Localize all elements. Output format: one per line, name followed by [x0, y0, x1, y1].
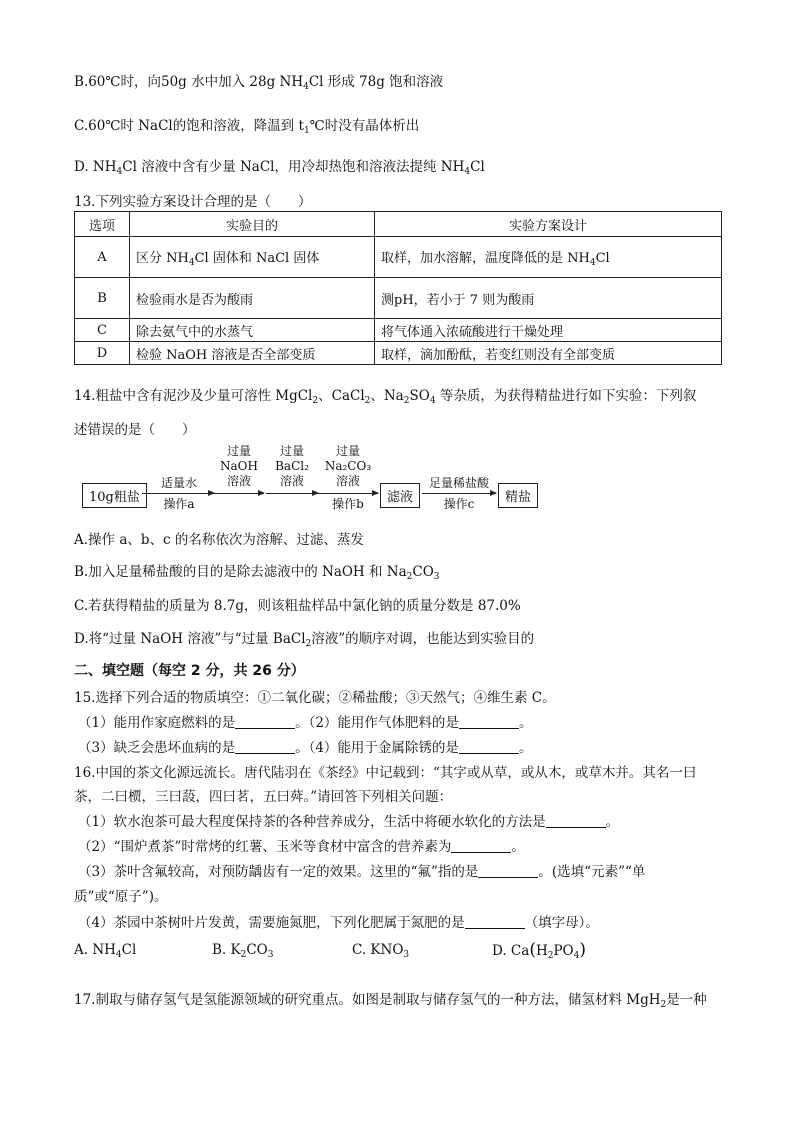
row-option: A	[75, 237, 130, 278]
text: Cl	[470, 159, 485, 175]
arrow-icon	[422, 493, 496, 494]
q14-option-d	[74, 627, 534, 649]
text: 14.粗盐中含有泥沙及少量可溶性 MgCl	[74, 388, 313, 404]
answer-blank[interactable]	[459, 716, 519, 729]
text: 。（2）能用作气体肥料的是	[295, 715, 459, 731]
row-plan: 测pH，若小于 7 则为酸雨	[375, 278, 722, 319]
q14-option-b	[74, 560, 440, 582]
text: C. KNO	[352, 942, 404, 958]
text: BaCl₂	[275, 459, 309, 473]
text: Cl	[121, 942, 137, 958]
subscript: 4	[116, 167, 123, 177]
q14-option-a: A.操作 a、b、c 的名称依次为溶解、过滤、蒸发	[74, 532, 364, 548]
q16-stem-line1: 16.中国的茶文化源远流长。唐代陆羽在《茶经》中记载到：“其字或从草，或从木，或草木并。其名一曰	[74, 765, 697, 781]
q12-option-d	[74, 155, 485, 177]
q15-stem: 15.选择下列合适的物质填空：①二氧化碳；②稀盐酸；③天然气；④维生素 C。	[74, 690, 556, 706]
text: Cl 溶液中含有少量 NaCl，用冷却热饱和溶液法提纯 NH	[122, 159, 465, 175]
subscript: 3	[267, 950, 274, 960]
arrow-icon	[318, 493, 378, 494]
text: SO	[409, 388, 430, 404]
row-purpose: 检验 NaOH 溶液是否全部变质	[130, 342, 375, 365]
filtrate-box: 滤液	[380, 483, 420, 508]
q14-option-c: C.若获得精盐的质量为 8.7g，则该粗盐样品中氯化钠的质量分数是 87.0%	[74, 598, 521, 614]
subscript: 2	[305, 639, 312, 649]
subscript: 4	[303, 82, 309, 92]
subscript: 2	[547, 951, 554, 961]
q12-option-c	[74, 114, 419, 136]
subscript: 4	[464, 167, 471, 177]
row-option: D	[75, 342, 130, 365]
text: 溶液	[279, 474, 304, 488]
arrow-icon	[142, 493, 214, 494]
text: CO	[246, 942, 268, 958]
text: Na₂CO₃	[324, 459, 372, 473]
section-heading: 二、填空题（每空 2 分，共 26 分）	[74, 663, 305, 679]
text: 。(选填“元素”“单	[538, 864, 646, 880]
text: Cl	[595, 250, 610, 266]
text: （1）能用作家庭燃料的是	[78, 715, 236, 731]
op-c-label: 操作c	[443, 497, 475, 511]
text: （3）缺乏会患坏血病的是	[78, 740, 236, 756]
q16-stem-line2: 茶，二曰槚，三曰蔎，四曰茗，五曰荈。”请回答下列相关问题：	[74, 789, 453, 805]
q16-part3	[78, 860, 645, 880]
q15-row1	[78, 711, 532, 731]
table-header-row	[75, 212, 722, 237]
answer-blank[interactable]	[478, 865, 538, 878]
reagent-na2co3	[318, 444, 378, 489]
text: C.60℃时 NaCl的饱和溶液，降温到 t	[74, 118, 304, 134]
text: 。	[511, 839, 525, 855]
op-b-label: 操作b	[332, 497, 364, 511]
header-option: 选项	[75, 212, 130, 237]
text: （1）软水泡茶可最大程度保持茶的各种营养成分，生活中将硬水软化的方法是	[78, 814, 546, 830]
subscript: 2	[240, 950, 247, 960]
q16-option-c	[352, 942, 409, 960]
answer-blank[interactable]	[451, 840, 511, 853]
arrow-icon	[214, 493, 264, 494]
text: 。	[518, 715, 533, 731]
subscript: 2	[660, 1000, 667, 1010]
purification-flow-diagram	[82, 444, 642, 524]
reagent-bacl2	[266, 444, 318, 489]
subscript: 4	[589, 257, 596, 268]
row-option: B	[75, 278, 130, 319]
text: 溶液	[226, 474, 251, 488]
row-plan: 取样，滴加酚酞，若变红则没有全部变质	[375, 342, 722, 365]
row-purpose: 检验雨水是否为酸雨	[130, 278, 375, 319]
q16-option-d	[492, 940, 586, 961]
answer-blank[interactable]	[459, 741, 519, 754]
table-row	[75, 342, 722, 365]
subscript: 2	[364, 396, 371, 406]
text: CO	[412, 564, 434, 580]
q16-part3-cont: 质”或“原子”)。	[74, 889, 168, 905]
q16-option-a	[74, 942, 136, 960]
q15-row2	[78, 736, 532, 756]
q13-table	[74, 211, 722, 365]
text: 过量	[226, 444, 251, 458]
q14-stem-line2: 述错误的是（ ）	[74, 422, 196, 438]
op-a-label: 操作a	[163, 497, 195, 511]
table-row	[75, 278, 722, 319]
text: 17.制取与储存氢气是氢能源领域的研究重点。如图是制取与储存氢气的一种方法，储氢材料 MgH	[74, 992, 661, 1008]
row-plan	[375, 237, 722, 278]
q14-stem-line1	[74, 384, 696, 406]
q16-option-b	[212, 942, 273, 960]
q17-stem	[74, 988, 707, 1010]
table-row	[75, 237, 722, 278]
text: 溶液	[335, 474, 360, 488]
text: NaOH	[220, 459, 258, 473]
paren: )	[579, 940, 586, 960]
row-option: C	[75, 319, 130, 342]
start-box: 10g粗盐	[82, 483, 147, 508]
text: 、CaCl	[318, 388, 365, 404]
subscript: 2	[403, 396, 410, 406]
text: 取样，加水溶解，温度降低的是 NH	[381, 250, 590, 266]
text: （2）“围炉煮茶”时常烤的红薯、玉米等食材中富含的营养素为	[78, 839, 452, 855]
water-label: 适量水	[160, 476, 197, 490]
answer-blank[interactable]	[546, 815, 606, 828]
arrow-icon	[266, 493, 318, 494]
text: B.60℃时，向50g 水中加入 28g NH	[74, 74, 304, 90]
text: B. K	[212, 942, 241, 958]
answer-blank[interactable]	[465, 916, 525, 929]
text: A. NH	[74, 942, 116, 958]
text: B.加入足量稀盐酸的目的是除去滤液中的 NaOH 和 Na	[74, 564, 407, 580]
text: D. Ca	[492, 943, 530, 959]
text: 过量	[335, 444, 360, 458]
text: 。	[518, 740, 533, 756]
text: （3）茶叶含氟较高，对预防龋齿有一定的效果。这里的“氟”指的是	[78, 864, 479, 880]
q16-part4	[78, 911, 599, 931]
acid-label: 足量稀盐酸	[428, 476, 489, 490]
subscript: 1	[303, 126, 310, 136]
text: Cl 固体和 NaCl 固体	[194, 250, 320, 266]
text: （填字母）。	[524, 915, 599, 931]
answer-blank[interactable]	[235, 716, 295, 729]
text: 等杂质，为获得精盐进行如下实验：下列叙	[435, 388, 697, 404]
text: H	[535, 943, 548, 959]
text: 是一种	[666, 992, 707, 1008]
q13-stem: 13.下列实验方案设计合理的是（ ）	[74, 194, 312, 210]
subscript: 4	[573, 951, 580, 961]
text: 过量	[279, 444, 304, 458]
header-purpose: 实验目的	[130, 212, 375, 237]
subscript: 4	[188, 257, 195, 268]
text: 。	[605, 814, 620, 830]
text: Cl 形成 78g 饱和溶液	[308, 74, 444, 90]
text: D. NH	[74, 159, 117, 175]
subscript: 3	[433, 572, 440, 582]
text: 、Na	[370, 388, 404, 404]
subscript: 2	[312, 396, 319, 406]
q16-part1	[78, 810, 619, 830]
text: PO	[553, 943, 574, 959]
header-plan: 实验方案设计	[375, 212, 722, 237]
subscript: 3	[403, 950, 410, 960]
answer-blank[interactable]	[235, 741, 295, 754]
subscript: 2	[406, 572, 413, 582]
table-row	[75, 319, 722, 342]
text: （4）茶园中茶树叶片发黄，需要施氮肥，下列化肥属于氮肥的是	[78, 915, 465, 931]
end-box: 精盐	[498, 483, 538, 508]
row-purpose: 除去氨气中的水蒸气	[130, 319, 375, 342]
text: 。（4）能用于金属除锈的是	[295, 740, 459, 756]
row-plan: 将气体通入浓硫酸进行干燥处理	[375, 319, 722, 342]
text: D.将“过量 NaOH 溶液”与“过量 BaCl	[74, 631, 306, 647]
q16-part2	[78, 835, 525, 855]
text: ℃时没有晶体析出	[309, 118, 420, 134]
subscript: 4	[429, 396, 436, 406]
subscript: 4	[115, 950, 122, 960]
paren: (	[529, 940, 536, 960]
q12-option-b	[74, 70, 443, 92]
text: 溶液”的顺序对调，也能达到实验目的	[311, 631, 535, 647]
reagent-naoh	[214, 444, 264, 489]
text: 区分 NH	[136, 250, 189, 266]
row-purpose	[130, 237, 375, 278]
